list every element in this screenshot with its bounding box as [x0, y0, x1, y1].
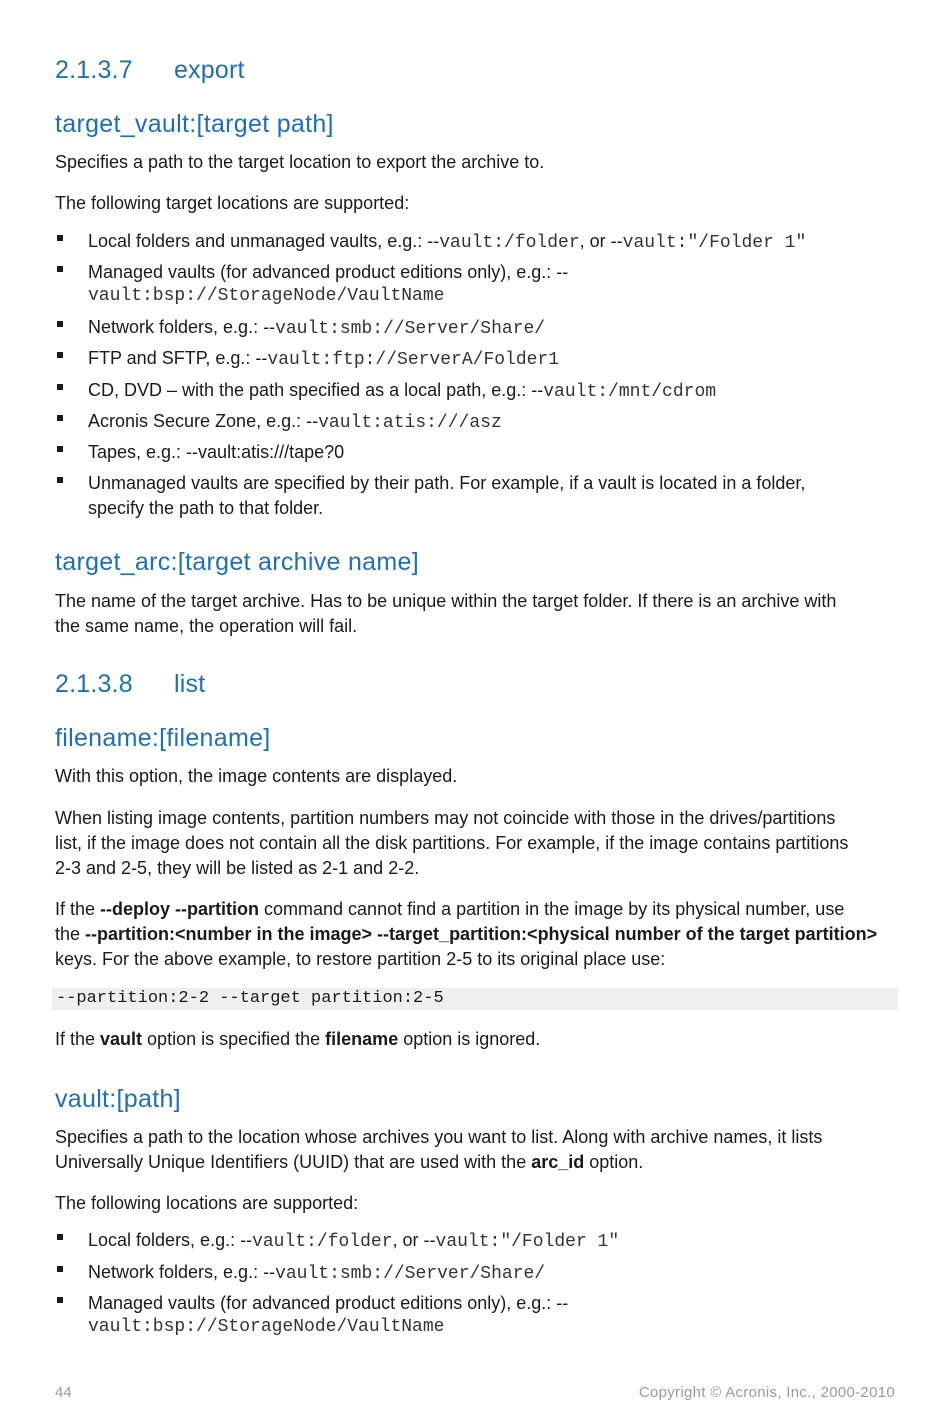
bullet-text: Local folders and unmanaged vaults, e.g.: --: [88, 231, 440, 251]
bullet-text: Network folders, e.g.: --: [88, 317, 276, 337]
list-item: [88, 440, 888, 464]
section-heading-list: [55, 670, 205, 699]
bullet-marker: [57, 352, 63, 358]
bullet-marker: [57, 266, 63, 272]
bullet-text: Managed vaults (for advanced product editions only), e.g.: --: [88, 262, 569, 282]
paragraph-line: 2-3 and 2-5, they will be listed as 2-1 and 2-2.: [55, 858, 420, 878]
code-snippet: vault:/folder: [252, 1232, 393, 1252]
paragraph-line: Universally Unique Identifiers (UUID) that are used with the arc_id option.: [55, 1152, 644, 1172]
bullet-text: Local folders, e.g.: --: [88, 1230, 253, 1250]
list-item: [88, 315, 888, 341]
code-snippet: vault:"/Folder 1": [435, 1232, 620, 1252]
bullet-marker: [57, 415, 63, 421]
target-vault-description: Specifies a path to the target location to export the archive to.: [55, 152, 545, 172]
code-snippet: vault:atis:///asz: [318, 413, 502, 433]
code-block-text: --partition:2-2 --target partition:2-5: [56, 989, 444, 1008]
bullet-text: Tapes, e.g.: --vault:atis:///tape?0: [88, 442, 345, 462]
bold-term: vault: [100, 1029, 143, 1049]
option-heading-filename: filename:[filename]: [55, 724, 271, 752]
paragraph-line: the same name, the operation will fail.: [55, 616, 358, 636]
bullet-text: FTP and SFTP, e.g.: --: [88, 348, 268, 368]
bullet-text: Network folders, e.g.: --: [88, 1262, 276, 1282]
paragraph-line: the --partition:<number in the image> --target_partition:<physical number of the target partition>: [55, 924, 878, 944]
code-snippet: vault:bsp://StorageNode/VaultName: [88, 286, 445, 306]
bullet-marker: [57, 477, 63, 483]
target-arc-description: [55, 589, 895, 639]
paragraph-line: When listing image contents, partition numbers may not coincide with those in the drives/partitions: [55, 808, 836, 828]
bullet-text: CD, DVD – with the path specified as a local path, e.g.: --: [88, 380, 544, 400]
bold-command: --deploy --partition: [100, 899, 260, 919]
code-snippet: vault:"/Folder 1": [622, 233, 807, 253]
bullet-marker: [57, 1266, 63, 1272]
list-item: [88, 471, 888, 521]
bullet-text: Unmanaged vaults are specified by their path. For example, if a vault is located in a folder,: [88, 473, 806, 493]
list-item: [88, 229, 888, 255]
code-snippet: vault:/folder: [439, 233, 580, 253]
bullet-text: Managed vaults (for advanced product editions only), e.g.: --: [88, 1293, 569, 1313]
option-heading-target-vault: target_vault:[target path]: [55, 110, 334, 138]
page-number: 44: [55, 1384, 72, 1401]
code-snippet: vault:smb://Server/Share/: [275, 1264, 546, 1284]
target-vault-supported-intro: The following target locations are supported:: [55, 193, 410, 213]
list-item: [88, 409, 888, 435]
bold-command: --partition:<number in the image> --target_partition:<physical number of the target partition>: [85, 924, 878, 944]
bullet-marker: [57, 235, 63, 241]
bold-term: arc_id: [531, 1152, 585, 1172]
option-heading-target-arc: target_arc:[target archive name]: [55, 548, 419, 576]
filename-paragraph-3: [55, 897, 895, 972]
filename-paragraph-2: [55, 806, 895, 881]
bullet-marker: [57, 446, 63, 452]
paragraph-line: list, if the image does not contain all the disk partitions. For example, if the image contains partitions: [55, 833, 849, 853]
bullet-marker: [57, 1234, 63, 1240]
code-snippet: vault:/mnt/cdrom: [543, 382, 717, 402]
option-heading-vault: vault:[path]: [55, 1085, 181, 1113]
list-item: [88, 346, 888, 372]
filename-paragraph-4: If the vault option is specified the filename option is ignored.: [55, 1029, 541, 1049]
section-number: 2.1.3.7: [55, 56, 133, 84]
vault-description: [55, 1125, 895, 1175]
paragraph-line: keys. For the above example, to restore partition 2-5 to its original place use:: [55, 949, 666, 969]
paragraph-line: If the --deploy --partition command cannot find a partition in the image by its physical number, use: [55, 899, 845, 919]
bullet-text: , or --: [392, 1230, 436, 1250]
section-number: 2.1.3.8: [55, 670, 133, 698]
vault-supported-intro: The following locations are supported:: [55, 1193, 359, 1213]
list-item: [88, 260, 888, 308]
bullet-marker: [57, 1297, 63, 1303]
section-title: export: [174, 56, 245, 84]
code-snippet: vault:smb://Server/Share/: [275, 319, 546, 339]
list-item: [88, 1260, 888, 1286]
filename-paragraph-1: With this option, the image contents are displayed.: [55, 766, 458, 786]
list-item: [88, 1291, 888, 1339]
paragraph-line: Specifies a path to the location whose archives you want to list. Along with archive names, it lists: [55, 1127, 823, 1147]
bullet-marker: [57, 321, 63, 327]
code-snippet: vault:bsp://StorageNode/VaultName: [88, 1317, 445, 1337]
paragraph-line: The name of the target archive. Has to be unique within the target folder. If there is an archive with: [55, 591, 837, 611]
bullet-text: specify the path to that folder.: [88, 498, 324, 518]
bullet-text: Acronis Secure Zone, e.g.: --: [88, 411, 319, 431]
bold-term: filename: [325, 1029, 399, 1049]
copyright-notice: Copyright © Acronis, Inc., 2000-2010: [638, 1384, 895, 1401]
list-item: [88, 1228, 888, 1254]
bullet-marker: [57, 384, 63, 390]
bullet-text: , or --: [579, 231, 623, 251]
section-title: list: [174, 670, 206, 698]
code-snippet: vault:ftp://ServerA/Folder1: [267, 350, 560, 370]
list-item: [88, 378, 888, 404]
section-heading-export: [55, 56, 245, 85]
